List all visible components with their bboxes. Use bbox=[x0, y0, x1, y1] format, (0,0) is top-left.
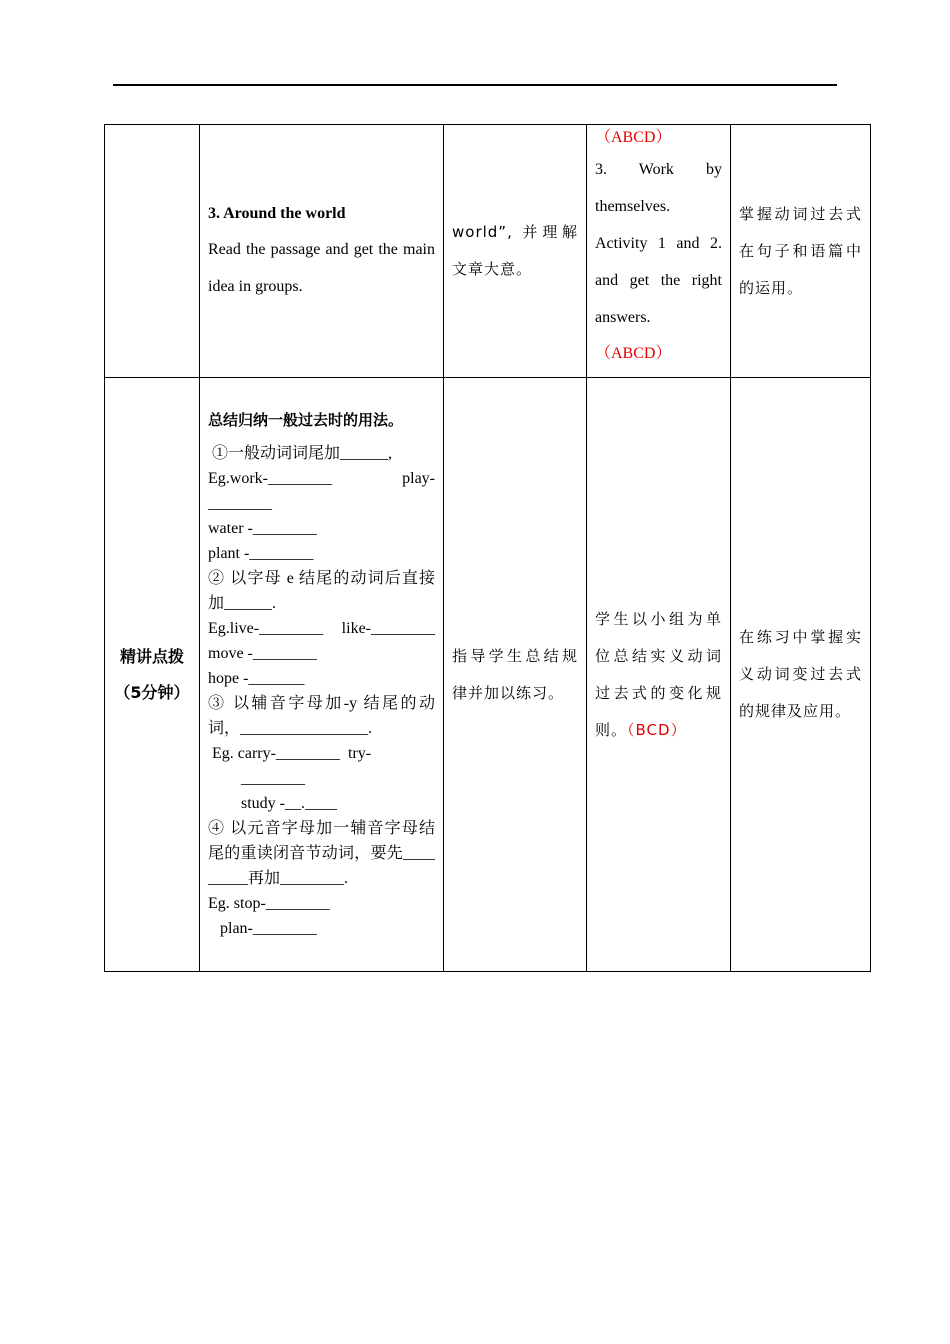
stage-cell bbox=[105, 125, 200, 378]
rule-line: hope -_______ bbox=[208, 670, 305, 687]
rule-line: Eg. stop-________ bbox=[208, 895, 330, 912]
purpose-cell bbox=[731, 378, 871, 972]
header-rule bbox=[113, 84, 837, 86]
student-text bbox=[595, 601, 722, 749]
rule-line bbox=[208, 466, 435, 491]
teacher-text: world”, 并理解文章大意。 bbox=[452, 223, 578, 278]
table-row bbox=[105, 378, 871, 972]
stage-cell bbox=[105, 378, 200, 972]
teacher-text: 指导学生总结规律并加以练习。 bbox=[452, 646, 578, 702]
purpose-cell bbox=[731, 125, 871, 378]
activity-heading: 3. Around the world bbox=[208, 205, 346, 222]
activity-cell bbox=[200, 378, 444, 972]
rules-title: 总结归纳一般过去时的用法。 bbox=[208, 411, 404, 429]
answer-top: （ABCD） bbox=[595, 129, 672, 146]
rule-line: water -________ bbox=[208, 520, 317, 537]
student-text: 3. Work by themselves. Activity 1 and 2. and get the right answers. bbox=[595, 161, 722, 326]
stage-time: （5分钟） bbox=[114, 682, 190, 702]
rule-line: ________ bbox=[241, 770, 305, 787]
rule-line: Eg. carry-________ try- bbox=[208, 745, 372, 762]
student-cell bbox=[587, 378, 731, 972]
rule-line: plant -________ bbox=[208, 545, 314, 562]
rule-text: like-________ bbox=[341, 620, 435, 637]
rule-line: ③ 以辅音字母加-y 结尾的动词，________________. bbox=[208, 695, 435, 737]
rule-text: play- bbox=[402, 470, 435, 487]
table-row bbox=[105, 125, 871, 378]
student-cell bbox=[587, 125, 731, 378]
rule-line: ①一般动词词尾加______, bbox=[208, 445, 393, 462]
rule-line: plan-________ bbox=[220, 920, 317, 937]
activity-text: Read the passage and get the main idea in groups. bbox=[208, 241, 435, 295]
rule-line: ________ bbox=[208, 495, 272, 512]
purpose-text: 在练习中掌握实义动词变过去式的规律及应用。 bbox=[739, 628, 862, 720]
teacher-cell bbox=[444, 125, 587, 378]
activity-cell bbox=[200, 125, 444, 378]
rule-line: ④ 以元音字母加一辅音字母结尾的重读闭音节动词，要先_________再加________. bbox=[208, 820, 435, 887]
stage-name: 精讲点拨 bbox=[119, 646, 184, 666]
rule-text: Eg.work-________ bbox=[208, 470, 332, 487]
rule-line: ② 以字母 e 结尾的动词后直接加______. bbox=[208, 570, 435, 612]
rule-line: study -__.____ bbox=[241, 795, 337, 812]
lesson-plan-table bbox=[104, 124, 871, 972]
teacher-cell bbox=[444, 378, 587, 972]
answer-label: （BCD） bbox=[627, 720, 687, 739]
rule-text: Eg.live-________ bbox=[208, 620, 324, 637]
rule-line bbox=[208, 616, 435, 641]
rule-line: move -________ bbox=[208, 645, 317, 662]
student-summary: 学生以小组为单位总结实义动词过去式的变化规则。 bbox=[595, 609, 722, 739]
answer-bottom: （ABCD） bbox=[595, 345, 672, 362]
purpose-text: 掌握动词过去式在句子和语篇中的运用。 bbox=[739, 204, 862, 297]
